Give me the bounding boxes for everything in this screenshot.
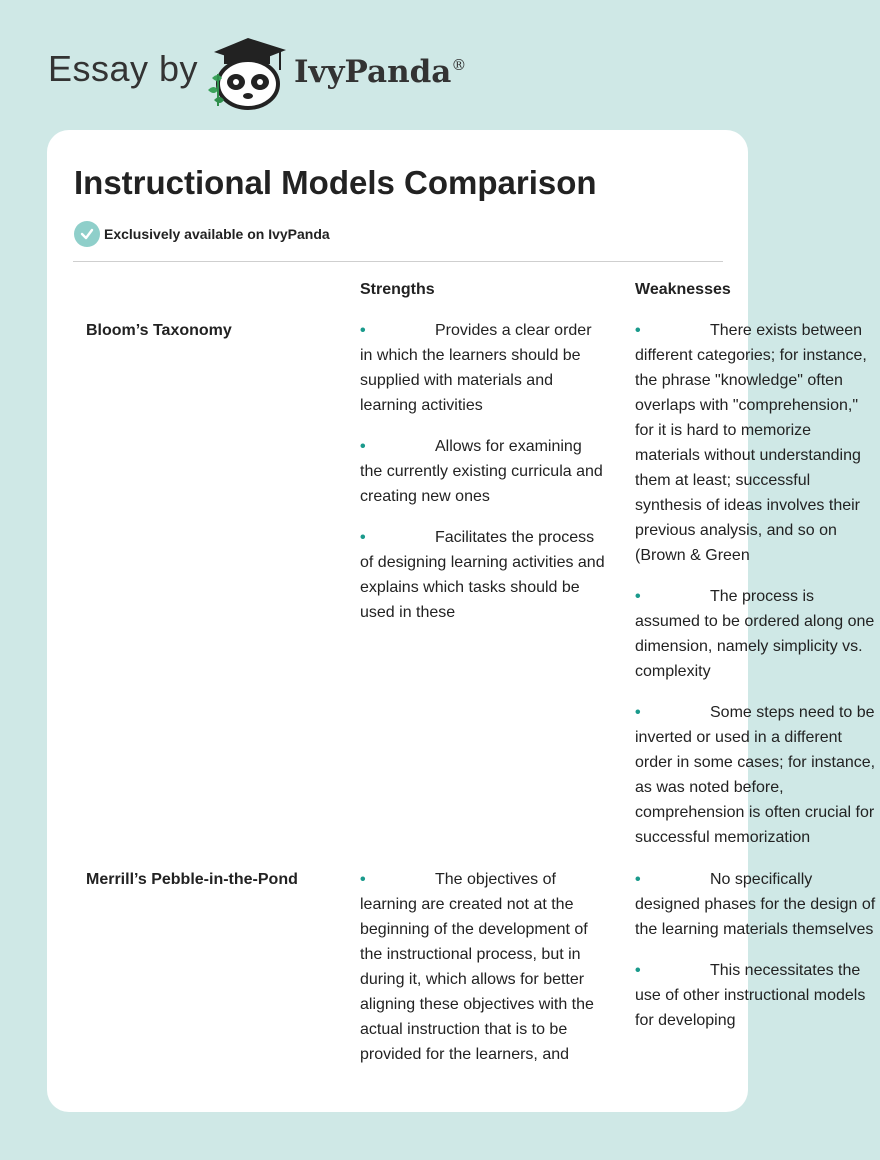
registered-mark: ® bbox=[451, 56, 467, 74]
divider bbox=[73, 261, 723, 262]
list-item: • Provides a clear order in which the learners should be supplied with materials and learning activities bbox=[360, 322, 592, 414]
list-item: • The objectives of learning are created not at the beginning of the development of the instructional process, but in during it, which allows for better aligning these objectives with the actual instruction that is to be provided for the learners, and bbox=[360, 871, 594, 1063]
list-item: • Facilitates the process of designing learning activities and explains which tasks should be used in these bbox=[360, 529, 605, 621]
exclusive-badge bbox=[74, 221, 330, 247]
strengths-cell-blooms bbox=[360, 318, 605, 641]
badge-text: Exclusively available on IvyPanda bbox=[104, 226, 330, 242]
check-icon bbox=[74, 221, 100, 247]
strengths-cell-merrill bbox=[360, 867, 605, 1083]
essay-by-label: Essay by bbox=[48, 48, 199, 89]
list-item: • Allows for examining the currently existing curricula and creating new ones bbox=[360, 438, 603, 505]
list-item: • This necessitates the use of other instructional models for developing bbox=[635, 962, 866, 1029]
header-weaknesses: Weaknesses bbox=[635, 281, 731, 298]
header-strengths: Strengths bbox=[360, 281, 435, 298]
row-label-blooms: Bloom’s Taxonomy bbox=[86, 322, 232, 339]
list-item: • There exists between different categories; for instance, the phrase "knowledge" often overlaps with "comprehension," for it is hard to memorize materials without understanding them at least; successful synthesis of ideas involves their previous analysis, and so on (Brown & Green bbox=[635, 322, 867, 564]
row-label-merrill: Merrill’s Pebble-in-the-Pond bbox=[86, 871, 298, 888]
weaknesses-cell-blooms bbox=[635, 318, 880, 866]
page-title: Instructional Models Comparison bbox=[74, 164, 597, 201]
document-card bbox=[47, 130, 876, 1112]
ivypanda-logo-icon[interactable] bbox=[204, 34, 292, 112]
site-header bbox=[48, 34, 548, 114]
brand-name[interactable]: IvyPanda® bbox=[294, 54, 467, 90]
weaknesses-cell-merrill bbox=[635, 867, 880, 1049]
list-item: • The process is assumed to be ordered along one dimension, namely simplicity vs. complexity bbox=[635, 588, 875, 680]
list-item: • Some steps need to be inverted or used in a different order in some cases; for instance, as was noted before, comprehension is often crucial for successful memorization bbox=[635, 704, 876, 846]
list-item: • No specifically designed phases for the design of the learning materials themselves bbox=[635, 871, 876, 938]
